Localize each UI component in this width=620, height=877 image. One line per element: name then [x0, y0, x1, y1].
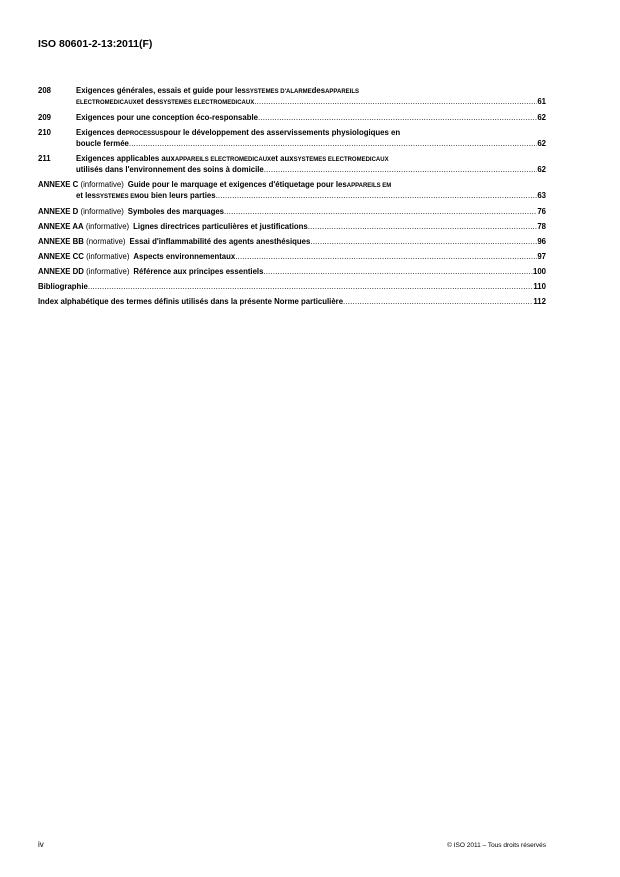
toc-entry-text: utilisés dans l'environnement des soins à domicile — [76, 165, 264, 174]
annex-label: ANNEXE AA — [38, 222, 84, 231]
toc-entry-text: Exigences générales, essais et guide pour les — [76, 86, 246, 95]
toc-entry-number: 209 — [38, 113, 52, 122]
dot-leader — [216, 191, 538, 201]
toc-entry-title: Essai d'inflammabilité des agents anesthésiques — [129, 237, 311, 246]
toc-entry-211[interactable] — [38, 154, 546, 175]
toc-page-number: 96 — [537, 237, 546, 246]
annex-label: ANNEXE C — [38, 180, 79, 189]
toc-entry-term: ELECTROMEDICAUX — [76, 100, 137, 106]
toc-entry-text: Exigences applicables aux — [76, 154, 175, 163]
toc-entry-title: Bibliographie — [38, 282, 88, 291]
annex-qualifier: (informative) — [86, 252, 130, 261]
toc-entry-text: boucle fermée — [76, 139, 129, 148]
toc-entry-annex-bb[interactable] — [38, 237, 546, 247]
toc-entry-annex-cc[interactable] — [38, 252, 546, 262]
toc-page-number: 62 — [537, 165, 546, 174]
toc-entry-term: SYSTEMES D'ALARME — [245, 89, 312, 95]
dot-leader — [224, 207, 537, 217]
dot-leader — [264, 165, 538, 175]
toc-entry-term: SYSTEMES ELECTROMEDICAUX — [293, 157, 389, 163]
toc-page-number: 63 — [537, 191, 546, 200]
toc-entry-208[interactable] — [38, 86, 546, 108]
toc-page-number: 61 — [537, 97, 546, 106]
toc-page-number: 76 — [537, 207, 546, 216]
toc-entry-term: APPAREILS — [325, 89, 359, 95]
annex-qualifier: (normative) — [86, 237, 126, 246]
toc-entry-annex-c[interactable] — [38, 180, 546, 202]
dot-leader — [258, 113, 537, 123]
toc-entry-title: Symboles des marquages — [127, 207, 224, 216]
toc-entry-number: 210 — [38, 128, 52, 137]
toc-entry-210[interactable] — [38, 128, 546, 149]
dot-leader — [308, 222, 538, 232]
copyright-notice: © ISO 2011 – Tous droits réservés — [447, 842, 546, 849]
toc-entry-title: Aspects environnementaux — [133, 252, 236, 261]
toc-entry-number: 211 — [38, 154, 51, 163]
toc-entry-text: Exigences de — [76, 128, 126, 137]
toc-entry-index[interactable] — [38, 297, 546, 307]
dot-leader — [254, 97, 537, 107]
toc-entry-text: des — [311, 86, 326, 95]
toc-entry-text: pour le développement des asservissements physiologiques en — [163, 128, 401, 137]
toc-page-number: 100 — [532, 267, 546, 276]
toc-entry-term: APPAREILS EM — [346, 183, 392, 189]
toc-entry-bibliography[interactable] — [38, 282, 546, 292]
toc-page-number: 78 — [537, 222, 546, 231]
annex-label: ANNEXE D — [38, 207, 79, 216]
toc-entry-term: APPAREILS ELECTROMEDICAUX — [174, 157, 272, 163]
dot-leader — [343, 297, 533, 307]
toc-entry-text: ou bien leurs parties — [139, 191, 216, 200]
toc-page-number: 110 — [533, 282, 546, 291]
dot-leader — [310, 237, 537, 247]
annex-qualifier: (informative) — [85, 222, 130, 231]
toc-entry-title: Exigences pour une conception éco-responsable — [76, 113, 258, 122]
toc-entry-209[interactable] — [38, 113, 546, 123]
annex-qualifier: (informative) — [86, 267, 130, 276]
toc-entry-term: SYSTEMES EM — [95, 194, 140, 200]
toc-entry-annex-dd[interactable] — [38, 267, 546, 277]
toc-entry-number: 208 — [38, 86, 52, 95]
toc-entry-text: Guide pour le marquage et exigences d'étiquetage pour les — [127, 180, 347, 189]
toc-page-number: 97 — [537, 252, 546, 261]
toc-entry-annex-d[interactable] — [38, 207, 546, 217]
toc-entry-annex-aa[interactable] — [38, 222, 546, 232]
toc-entry-text: et des — [136, 97, 160, 106]
annex-label: ANNEXE BB — [38, 237, 84, 246]
dot-leader — [88, 282, 534, 292]
toc-entry-title: Index alphabétique des termes définis utilisés dans la présente Norme particulière — [38, 297, 344, 306]
toc-page-number: 62 — [537, 139, 546, 148]
dot-leader — [263, 267, 533, 277]
annex-qualifier: (informative) — [80, 180, 124, 189]
annex-label: ANNEXE DD — [38, 267, 84, 276]
toc-entry-term: PROCESSUS — [125, 131, 164, 137]
page-number: iv — [38, 840, 44, 849]
toc-entry-term: SYSTEMES ELECTROMEDICAUX — [159, 100, 255, 106]
toc-entry-text: et aux — [271, 154, 294, 163]
dot-leader — [129, 139, 537, 149]
toc-page-number: 112 — [533, 297, 546, 306]
toc-entry-title: Lignes directrices particulières et justifications — [133, 222, 308, 231]
table-of-contents — [38, 86, 546, 312]
toc-page-number: 62 — [537, 113, 546, 122]
toc-entry-title: Référence aux principes essentiels — [133, 267, 264, 276]
dot-leader — [235, 252, 537, 262]
toc-entry-text: et les — [76, 191, 96, 200]
annex-label: ANNEXE CC — [38, 252, 84, 261]
document-id: ISO 80601-2-13:2011(F) — [38, 38, 153, 50]
annex-qualifier: (informative) — [80, 207, 124, 216]
